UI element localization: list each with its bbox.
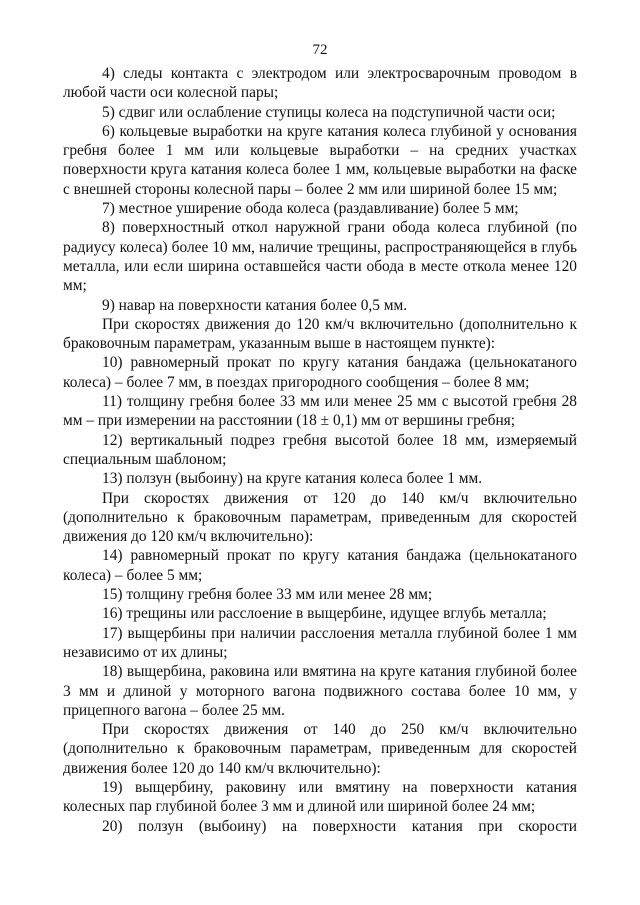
paragraph-item-5: 5) сдвиг или ослабление ступицы колеса на подступичной части оси;	[102, 103, 556, 121]
paragraph-item-18: 18) выщербина, раковина или вмятина на круге катания глубиной более 3 мм и длиной у моторного вагона подвижного состава более 10 мм, у прицепного вагона – более 25 мм.	[63, 663, 577, 719]
paragraph-item-17: 17) выщербины при наличии расслоения металла глубиной более 1 мм независимо от их длины;	[63, 624, 577, 661]
paragraph-item-8: 8) поверхностный откол наружной грани обода колеса глубиной (по радиусу колеса) более 10 мм, наличие трещины, распространяющейся в глубь металла, или если ширина оставшейся части обода в месте откола менее 120 мм;	[63, 219, 577, 295]
paragraph-item-7: 7) местное уширение обода колеса (раздавливание) более 5 мм;	[102, 200, 519, 218]
paragraph-item-14: 14) равномерный прокат по кругу катания бандажа (цельнокатаного колеса) – более 5 мм;	[63, 547, 577, 584]
paragraph-item-9: 9) навар на поверхности катания более 0,5 мм.	[102, 296, 408, 314]
paragraph-item-15: 15) толщину гребня более 33 мм или менее 28 мм;	[102, 586, 433, 604]
paragraph-item-13: 13) ползун (выбоину) на круге катания колеса более 1 мм.	[102, 470, 483, 488]
paragraph-item-19: 19) выщербину, раковину или вмятину на поверхности катания колесных пар глубиной более 3 мм и длиной или шириной более 24 мм;	[63, 778, 577, 816]
paragraph-item-10: 10) равномерный прокат по кругу катания бандажа (цельнокатаного колеса) – более 7 мм, в поездах пригородного сообщения – более 8 мм;	[63, 354, 577, 391]
paragraph-speed-120-to-140: При скоростях движения от 120 до 140 км/ч включительно (дополнительно к браковочным параметрам, приведенным для скоростей движения до 120 км/ч включительно):	[63, 489, 577, 546]
paragraph-item-16: 16) трещины или расслоение в выщербине, идущее вглубь металла;	[102, 605, 547, 623]
paragraph-item-4: 4) следы контакта с электродом или электросварочным проводом в любой части оси колесной пары;	[63, 65, 577, 102]
paragraph-speed-up-to-120: При скоростях движения до 120 км/ч включительно (дополнительно к браковочным параметрам, указанным выше в настоящем пункте):	[63, 315, 577, 353]
paragraph-item-12: 12) вертикальный подрез гребня высотой более 18 мм, измеряемый специальным шаблоном;	[63, 431, 577, 468]
paragraph-item-6: 6) кольцевые выработки на круге катания колеса глубиной у основания гребня более 1 мм или кольцевые выработки – на средних участках поверхности круга катания колеса более 1 мм, кольцевые выработки на фаске с внешней стороны колесной пары – более 2 мм или шириной более 15 мм;	[63, 122, 577, 198]
paragraph-item-20: 20) ползун (выбоину) на поверхности катания при скорости	[102, 817, 577, 835]
page-number: 72	[312, 42, 328, 58]
paragraph-speed-140-to-250: При скоростях движения от 140 до 250 км/ч включительно (дополнительно к браковочным параметрам, приведенным для скоростей движения более 120 до 140 км/ч включительно):	[63, 721, 577, 777]
document-body	[63, 64, 577, 836]
paragraph-item-11: 11) толщину гребня более 33 мм или менее 25 мм с высотой гребня 28 мм – при измерении на расстоянии (18 ± 0,1) мм от вершины гребня;	[63, 393, 577, 430]
